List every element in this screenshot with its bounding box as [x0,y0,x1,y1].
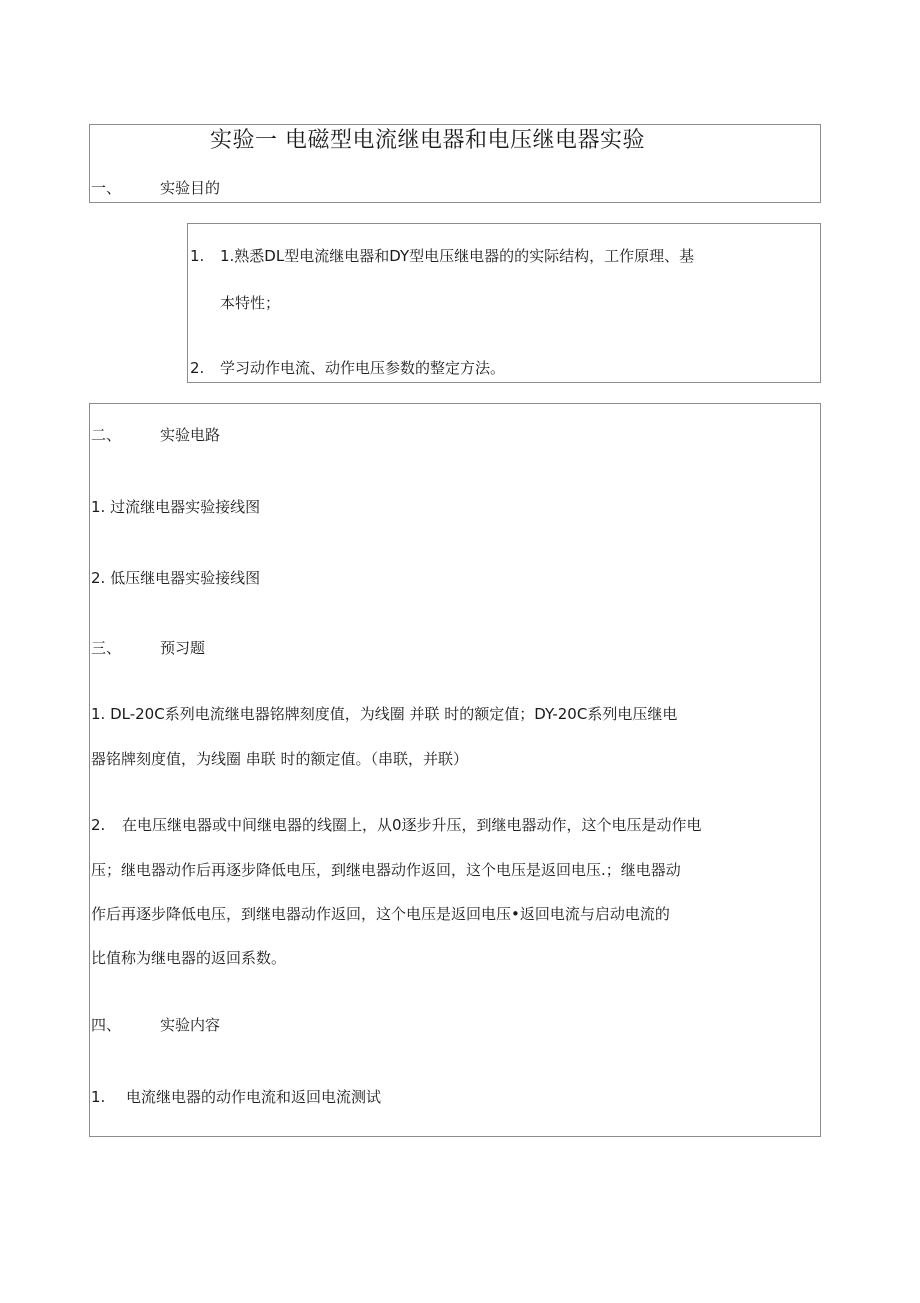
content-1-text: 电流继电器的动作电流和返回电流测试 [126,1088,382,1106]
question-1-line2: 器铭牌刻度值，为线圈 串联 时的额定值。（串联，并联） [91,750,469,768]
objective-1-line2: 本特性； [220,294,281,312]
objective-1-line1: 1.熟悉DL型电流继电器和DY型电压继电器的的实际结构，工作原理、基 [220,247,695,265]
content-1-number: 1. [91,1088,106,1106]
question-1-line1: 1. DL-20C系列电流继电器铭牌刻度值，为线圈 并联 时的额定值；DY-20C系列电压继电 [91,705,678,723]
circuit-2: 2. 低压继电器实验接线图 [91,569,261,587]
objective-1-number: 1. [190,247,205,265]
section3-heading: 预习题 [160,639,206,657]
question-2-line3: 作后再逐步降低电压，到继电器动作返回，这个电压是返回电压•返回电流与启动电流的 [91,905,670,923]
section1-heading: 实验目的 [160,179,221,197]
circuit-1: 1. 过流继电器实验接线图 [91,498,261,516]
section4-heading: 实验内容 [160,1016,221,1034]
section3-number: 三、 [91,639,122,657]
objective-2-line1: 学习动作电流、动作电压参数的整定方法。 [220,359,506,377]
section1-number: 一、 [91,179,122,197]
section2-heading: 实验电路 [160,426,221,444]
question-2-line1: 在电压继电器或中间继电器的线圈上，从0逐步升压，到继电器动作，这个电压是动作电 [122,816,702,834]
section4-number: 四、 [91,1016,122,1034]
objective-2-number: 2. [190,359,205,377]
question-2-line2: 压；继电器动作后再逐步降低电压，到继电器动作返回，这个电压是返回电压.；继电器动 [91,861,681,879]
question-2-number: 2. [91,816,106,834]
page-title: 实验一 电磁型电流继电器和电压继电器实验 [210,128,645,153]
question-2-line4: 比值称为继电器的返回系数。 [91,949,287,967]
section2-number: 二、 [91,426,122,444]
